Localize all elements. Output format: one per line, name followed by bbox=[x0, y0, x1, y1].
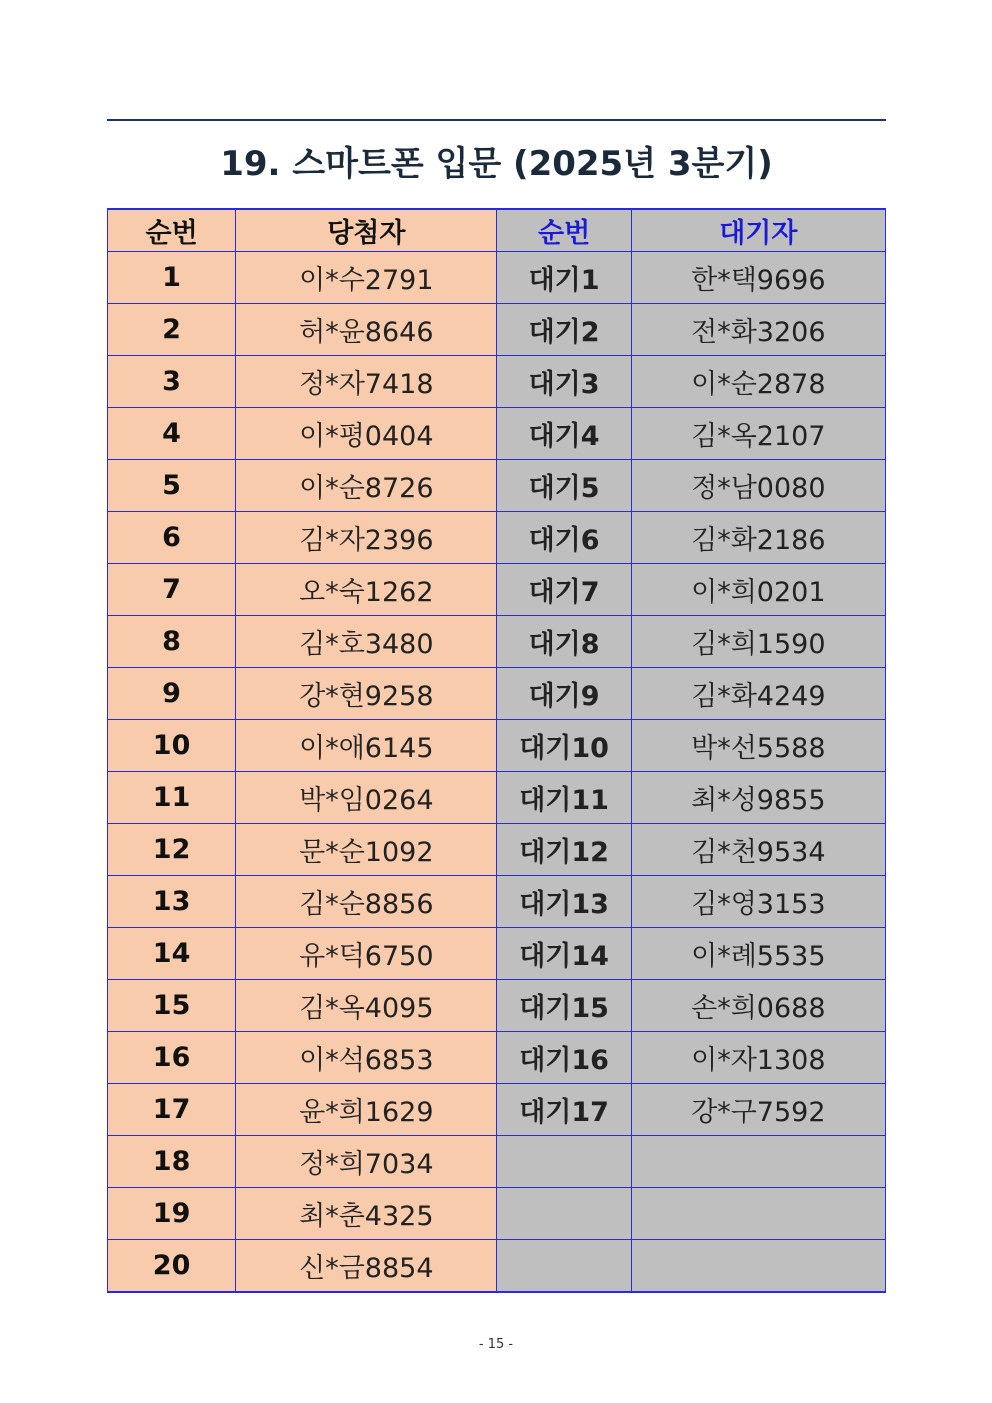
table-row bbox=[108, 824, 886, 876]
wait-rank-cell bbox=[497, 1240, 631, 1293]
table-row bbox=[108, 1032, 886, 1084]
waitlist-name-cell: 강*구7592 bbox=[631, 1084, 885, 1136]
winner-name-cell: 박*임0264 bbox=[236, 772, 497, 824]
rank-cell: 6 bbox=[108, 512, 236, 564]
rank-cell: 4 bbox=[108, 408, 236, 460]
winner-name-cell: 김*호3480 bbox=[236, 616, 497, 668]
table-row bbox=[108, 252, 886, 304]
winner-name-cell: 허*윤8646 bbox=[236, 304, 497, 356]
waitlist-name-cell: 박*선5588 bbox=[631, 720, 885, 772]
winner-name-cell: 유*덕6750 bbox=[236, 928, 497, 980]
wait-rank-cell: 대기4 bbox=[497, 408, 631, 460]
winner-name-cell: 이*석6853 bbox=[236, 1032, 497, 1084]
table-row bbox=[108, 616, 886, 668]
header-wait-rank: 순번 bbox=[497, 209, 631, 252]
header-winner: 당첨자 bbox=[236, 209, 497, 252]
table-row bbox=[108, 876, 886, 928]
wait-rank-cell: 대기6 bbox=[497, 512, 631, 564]
winner-name-cell: 이*순8726 bbox=[236, 460, 497, 512]
winner-name-cell: 강*현9258 bbox=[236, 668, 497, 720]
wait-rank-cell: 대기15 bbox=[497, 980, 631, 1032]
rank-cell: 14 bbox=[108, 928, 236, 980]
winner-name-cell: 최*춘4325 bbox=[236, 1188, 497, 1240]
rank-cell: 1 bbox=[108, 252, 236, 304]
lottery-result-table bbox=[107, 208, 886, 1293]
rank-cell: 5 bbox=[108, 460, 236, 512]
winner-name-cell: 김*순8856 bbox=[236, 876, 497, 928]
wait-rank-cell: 대기8 bbox=[497, 616, 631, 668]
rank-cell: 19 bbox=[108, 1188, 236, 1240]
rank-cell: 16 bbox=[108, 1032, 236, 1084]
wait-rank-cell: 대기17 bbox=[497, 1084, 631, 1136]
header-waitlist: 대기자 bbox=[631, 209, 885, 252]
waitlist-name-cell: 이*자1308 bbox=[631, 1032, 885, 1084]
waitlist-name-cell: 최*성9855 bbox=[631, 772, 885, 824]
table-row bbox=[108, 356, 886, 408]
table-row bbox=[108, 1240, 886, 1293]
wait-rank-cell: 대기2 bbox=[497, 304, 631, 356]
winner-name-cell: 정*자7418 bbox=[236, 356, 497, 408]
waitlist-name-cell: 한*택9696 bbox=[631, 252, 885, 304]
wait-rank-cell bbox=[497, 1188, 631, 1240]
rank-cell: 9 bbox=[108, 668, 236, 720]
table-row bbox=[108, 460, 886, 512]
rank-cell: 7 bbox=[108, 564, 236, 616]
winner-name-cell: 이*애6145 bbox=[236, 720, 497, 772]
wait-rank-cell: 대기9 bbox=[497, 668, 631, 720]
wait-rank-cell: 대기5 bbox=[497, 460, 631, 512]
waitlist-name-cell bbox=[631, 1240, 885, 1293]
winner-name-cell: 신*금8854 bbox=[236, 1240, 497, 1293]
waitlist-name-cell: 김*옥2107 bbox=[631, 408, 885, 460]
table-row bbox=[108, 1136, 886, 1188]
winner-name-cell: 김*옥4095 bbox=[236, 980, 497, 1032]
rank-cell: 17 bbox=[108, 1084, 236, 1136]
rank-cell: 8 bbox=[108, 616, 236, 668]
winner-name-cell: 정*희7034 bbox=[236, 1136, 497, 1188]
rank-cell: 12 bbox=[108, 824, 236, 876]
table-row bbox=[108, 928, 886, 980]
waitlist-name-cell: 이*례5535 bbox=[631, 928, 885, 980]
wait-rank-cell: 대기11 bbox=[497, 772, 631, 824]
waitlist-name-cell: 정*남0080 bbox=[631, 460, 885, 512]
wait-rank-cell bbox=[497, 1136, 631, 1188]
rank-cell: 20 bbox=[108, 1240, 236, 1293]
wait-rank-cell: 대기12 bbox=[497, 824, 631, 876]
waitlist-name-cell: 손*희0688 bbox=[631, 980, 885, 1032]
winner-name-cell: 오*숙1262 bbox=[236, 564, 497, 616]
waitlist-name-cell: 김*천9534 bbox=[631, 824, 885, 876]
title-rule bbox=[107, 119, 886, 121]
waitlist-name-cell: 이*순2878 bbox=[631, 356, 885, 408]
wait-rank-cell: 대기3 bbox=[497, 356, 631, 408]
table-row bbox=[108, 720, 886, 772]
rank-cell: 11 bbox=[108, 772, 236, 824]
winner-name-cell: 문*순1092 bbox=[236, 824, 497, 876]
winner-name-cell: 이*수2791 bbox=[236, 252, 497, 304]
table-header-row bbox=[108, 209, 886, 252]
winner-name-cell: 김*자2396 bbox=[236, 512, 497, 564]
rank-cell: 10 bbox=[108, 720, 236, 772]
page-title: 19. 스마트폰 입문 (2025년 3분기) bbox=[220, 144, 773, 184]
wait-rank-cell: 대기16 bbox=[497, 1032, 631, 1084]
table-row bbox=[108, 1084, 886, 1136]
winner-name-cell: 윤*희1629 bbox=[236, 1084, 497, 1136]
waitlist-name-cell bbox=[631, 1188, 885, 1240]
wait-rank-cell: 대기13 bbox=[497, 876, 631, 928]
rank-cell: 2 bbox=[108, 304, 236, 356]
table-row bbox=[108, 304, 886, 356]
table-row bbox=[108, 668, 886, 720]
table-row bbox=[108, 1188, 886, 1240]
page-number: - 15 - bbox=[478, 1337, 514, 1352]
waitlist-name-cell: 김*희1590 bbox=[631, 616, 885, 668]
wait-rank-cell: 대기14 bbox=[497, 928, 631, 980]
rank-cell: 13 bbox=[108, 876, 236, 928]
wait-rank-cell: 대기1 bbox=[497, 252, 631, 304]
waitlist-name-cell bbox=[631, 1136, 885, 1188]
rank-cell: 3 bbox=[108, 356, 236, 408]
waitlist-name-cell: 김*영3153 bbox=[631, 876, 885, 928]
table-row bbox=[108, 512, 886, 564]
header-rank: 순번 bbox=[108, 209, 236, 252]
wait-rank-cell: 대기10 bbox=[497, 720, 631, 772]
winner-name-cell: 이*평0404 bbox=[236, 408, 497, 460]
waitlist-name-cell: 김*화2186 bbox=[631, 512, 885, 564]
table-body bbox=[108, 252, 886, 1293]
wait-rank-cell: 대기7 bbox=[497, 564, 631, 616]
waitlist-name-cell: 김*화4249 bbox=[631, 668, 885, 720]
table-row bbox=[108, 408, 886, 460]
table-row bbox=[108, 980, 886, 1032]
waitlist-name-cell: 전*화3206 bbox=[631, 304, 885, 356]
table-row bbox=[108, 772, 886, 824]
waitlist-name-cell: 이*희0201 bbox=[631, 564, 885, 616]
rank-cell: 15 bbox=[108, 980, 236, 1032]
table-row bbox=[108, 564, 886, 616]
rank-cell: 18 bbox=[108, 1136, 236, 1188]
